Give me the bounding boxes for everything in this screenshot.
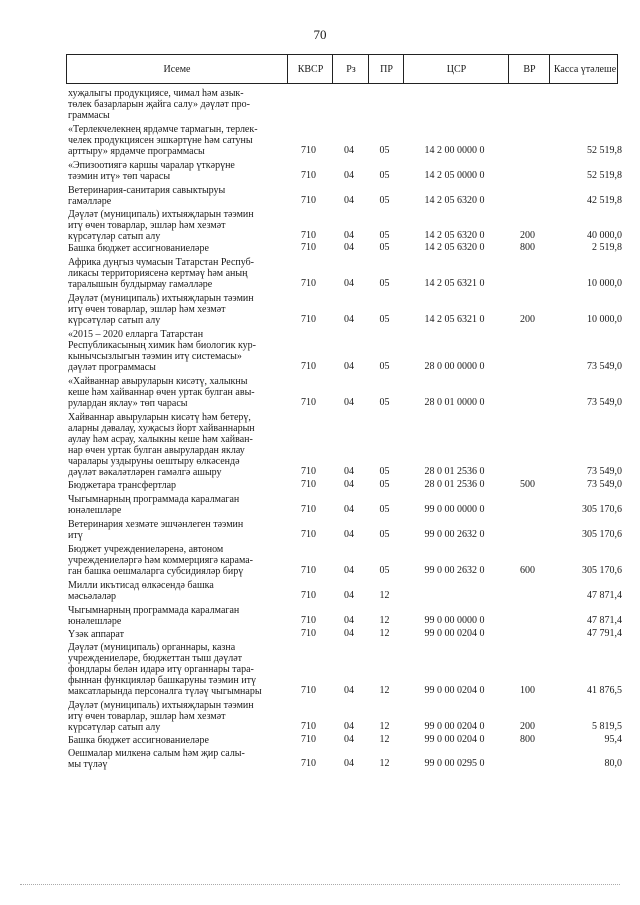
- cell-csr: 14 2 05 6321 0: [424, 278, 485, 289]
- cell-pr: 12: [379, 628, 390, 639]
- row-name-line: юнәлешләре: [68, 616, 122, 627]
- header-vr: ВР: [508, 55, 550, 83]
- row-name-line: дәүләт вәкаләтләрен гамәлгә ашыру: [68, 467, 222, 478]
- row-name-line: Ветеринария-санитария савыктыруы: [68, 185, 226, 196]
- row-name-line: итү: [68, 530, 83, 541]
- cell-kvsr: 710: [301, 721, 316, 732]
- cell-csr: 14 2 05 0000 0: [424, 170, 485, 181]
- row-name: [66, 605, 280, 627]
- table-row: [66, 376, 626, 409]
- row-name-line: күрсәтүләр сатып алу: [68, 315, 161, 326]
- cell-pr: 05: [379, 361, 390, 372]
- cell-pr: 12: [379, 590, 390, 601]
- cell-kvsr: 710: [301, 230, 316, 241]
- cell-csr: 99 0 00 2632 0: [424, 565, 485, 576]
- cell-pr: 12: [379, 758, 390, 769]
- row-name: [66, 519, 280, 541]
- table-row: [66, 544, 626, 577]
- table-row: [66, 494, 626, 516]
- cell-kvsr: 710: [301, 361, 316, 372]
- row-name-line: Башка бюджет ассигнованиеләре: [68, 735, 209, 746]
- cell-kvsr: 710: [301, 615, 316, 626]
- cell-sum: 40 000,0: [587, 230, 622, 241]
- table-row: [66, 642, 626, 697]
- cell-rz: 04: [344, 628, 354, 639]
- header-pr: ПР: [368, 55, 404, 83]
- row-name: [66, 160, 280, 182]
- cell-kvsr: 710: [301, 685, 316, 696]
- table-row: [66, 293, 626, 326]
- row-name: [66, 209, 280, 242]
- cell-sum: 95,4: [604, 734, 622, 745]
- row-name-line: таралышын булдырмау гамәлләре: [68, 279, 213, 290]
- row-name-line: арттыру» ярдәмче программасы: [68, 146, 205, 157]
- row-name-line: мәсьәләләр: [68, 591, 117, 602]
- row-name-line: Дәүләт (муниципаль) ихтыяҗларын тәэмин: [68, 209, 254, 220]
- cell-csr: 14 2 05 6320 0: [424, 230, 485, 241]
- cell-sum: 47 791,4: [587, 628, 622, 639]
- cell-pr: 05: [379, 504, 390, 515]
- row-name-line: хуҗалыгы продукциясе, чимал һәм азык-: [68, 88, 244, 99]
- row-name-line: Чыгымнарның программада каралмаган: [68, 605, 240, 616]
- row-name: [66, 544, 280, 577]
- cell-vr: 200: [520, 721, 535, 732]
- cell-rz: 04: [344, 145, 354, 156]
- cell-csr: 28 0 01 0000 0: [424, 397, 485, 408]
- cell-pr: 12: [379, 721, 390, 732]
- cell-rz: 04: [344, 685, 354, 696]
- cell-sum: 73 549,0: [587, 466, 622, 477]
- cell-sum: 41 876,5: [587, 685, 622, 696]
- row-name: [66, 376, 280, 409]
- cell-rz: 04: [344, 278, 354, 289]
- row-name-line: Оешмалар милкенә салым һәм җир салы-: [68, 748, 245, 759]
- row-name: [66, 329, 280, 373]
- cell-rz: 04: [344, 230, 354, 241]
- row-name-line: чаралары уздыруны оештыру өлкәсендә: [68, 456, 240, 467]
- cell-kvsr: 710: [301, 397, 316, 408]
- row-name-line: учреждениеләргә һәм коммерциягә карама-: [68, 555, 253, 566]
- row-name-line: Бюджет учреждениеләренә, автоном: [68, 544, 224, 555]
- row-name-line: Африка дуңгыз чумасын Татарстан Респуб-: [68, 257, 255, 268]
- cell-sum: 10 000,0: [587, 278, 622, 289]
- cell-csr: 14 2 05 6321 0: [424, 314, 485, 325]
- row-name: [66, 124, 280, 157]
- table-row: [66, 412, 626, 478]
- table-row: [66, 700, 626, 733]
- cell-sum: 52 519,8: [587, 145, 622, 156]
- cell-sum: 73 549,0: [587, 361, 622, 372]
- cell-csr: 99 0 00 0295 0: [424, 758, 485, 769]
- row-name-line: төлек базарларын җайга салу» дәүләт про-: [68, 99, 251, 110]
- row-name: [66, 735, 280, 746]
- cell-pr: 05: [379, 314, 390, 325]
- row-name: [66, 243, 280, 254]
- table-row: [66, 88, 626, 121]
- page-footer-divider: [20, 884, 620, 885]
- row-name-line: Дәүләт (муниципаль) ихтыяҗларын тәэмин: [68, 293, 254, 304]
- row-name-line: граммасы: [68, 110, 110, 121]
- cell-sum: 10 000,0: [587, 314, 622, 325]
- row-name-line: фыннан функцияләр башкаруны тәэмин итү: [68, 675, 256, 686]
- cell-vr: 200: [520, 230, 535, 241]
- row-name: [66, 580, 280, 602]
- table-row: [66, 519, 626, 541]
- cell-vr: 100: [520, 685, 535, 696]
- row-name-line: «Хайваннар авыруларын кисәтү, халыкны: [68, 376, 248, 387]
- cell-rz: 04: [344, 734, 354, 745]
- cell-pr: 05: [379, 145, 390, 156]
- row-name-line: фондлары белән идарә итү органнары тара-: [68, 664, 254, 675]
- row-name-line: Дәүләт (муниципаль) ихтыяҗларын тәэмин: [68, 700, 254, 711]
- cell-pr: 12: [379, 685, 390, 696]
- row-name-line: итү өчен товарлар, эшләр һәм хезмәт: [68, 304, 226, 315]
- cell-kvsr: 710: [301, 479, 316, 490]
- cell-sum: 305 170,6: [582, 529, 622, 540]
- table-row: [66, 480, 626, 491]
- row-name-line: күрсәтүләр сатып алу: [68, 231, 161, 242]
- table-header: [66, 54, 618, 84]
- cell-vr: 500: [520, 479, 535, 490]
- cell-rz: 04: [344, 758, 354, 769]
- cell-pr: 05: [379, 479, 390, 490]
- row-name: [66, 185, 280, 207]
- row-name: [66, 257, 280, 290]
- cell-rz: 04: [344, 590, 354, 601]
- cell-sum: 5 819,5: [592, 721, 622, 732]
- row-name: [66, 88, 280, 121]
- header-name: Исеме: [163, 63, 191, 75]
- cell-pr: 05: [379, 565, 390, 576]
- row-name-line: аларны дәвалау, хуҗасыз йорт хайваннарын: [68, 423, 255, 434]
- row-name: [66, 494, 280, 516]
- cell-csr: 99 0 00 0204 0: [424, 734, 485, 745]
- table-row: [66, 160, 626, 182]
- cell-kvsr: 710: [301, 242, 316, 253]
- cell-sum: 2 519,8: [592, 242, 622, 253]
- row-name: [66, 748, 280, 770]
- table-row: [66, 209, 626, 242]
- cell-sum: 52 519,8: [587, 170, 622, 181]
- cell-kvsr: 710: [301, 466, 316, 477]
- row-name-line: итү өчен товарлар, эшләр һәм хезмәт: [68, 711, 226, 722]
- row-name-line: «2015 – 2020 елларга Татарстан: [68, 329, 204, 340]
- cell-sum: 47 871,4: [587, 590, 622, 601]
- table-row: [66, 329, 626, 373]
- cell-csr: 99 0 00 0000 0: [424, 504, 485, 515]
- cell-rz: 04: [344, 466, 354, 477]
- table-row: [66, 580, 626, 602]
- row-name-line: гамәлләре: [68, 196, 112, 207]
- row-name-line: максатларында персоналга түләү чыгымнары: [68, 686, 262, 697]
- row-name: [66, 412, 280, 478]
- cell-kvsr: 710: [301, 590, 316, 601]
- row-name-line: Ветеринария хезмәте эшчәнлеген тәэмин: [68, 519, 244, 530]
- cell-sum: 73 549,0: [587, 479, 622, 490]
- cell-rz: 04: [344, 170, 354, 181]
- row-name-line: Милли икътисад өлкәсендә башка: [68, 580, 214, 591]
- cell-vr: 200: [520, 314, 535, 325]
- table-row: [66, 629, 626, 640]
- row-name-line: Республикасының химик һәм биологик кур-: [68, 340, 256, 351]
- cell-pr: 12: [379, 734, 390, 745]
- row-name-line: «Эпизоотиягә каршы чаралар үткәрүне: [68, 160, 235, 171]
- table-row: [66, 748, 626, 770]
- cell-csr: 99 0 00 0204 0: [424, 685, 485, 696]
- cell-kvsr: 710: [301, 565, 316, 576]
- cell-kvsr: 710: [301, 314, 316, 325]
- cell-csr: 99 0 00 0000 0: [424, 615, 485, 626]
- cell-csr: 14 2 00 0000 0: [424, 145, 485, 156]
- cell-rz: 04: [344, 314, 354, 325]
- cell-csr: 99 0 00 0204 0: [424, 628, 485, 639]
- header-csr: ЦСР: [403, 55, 509, 83]
- cell-csr: 99 0 00 2632 0: [424, 529, 485, 540]
- row-name-line: ликасы территориясенә кертмәү һәм аның: [68, 268, 248, 279]
- row-name: [66, 642, 280, 697]
- row-name: [66, 480, 280, 491]
- cell-kvsr: 710: [301, 734, 316, 745]
- cell-pr: 05: [379, 195, 390, 206]
- table-row: [66, 605, 626, 627]
- table-row: [66, 243, 626, 254]
- cell-rz: 04: [344, 529, 354, 540]
- cell-rz: 04: [344, 721, 354, 732]
- cell-pr: 05: [379, 170, 390, 181]
- cell-rz: 04: [344, 195, 354, 206]
- cell-kvsr: 710: [301, 628, 316, 639]
- cell-csr: 28 0 01 2536 0: [424, 466, 485, 477]
- row-name-line: учреждениеләре, бюджеттан тыш дәүләт: [68, 653, 243, 664]
- cell-csr: 28 0 01 2536 0: [424, 479, 485, 490]
- cell-sum: 305 170,6: [582, 565, 622, 576]
- cell-sum: 305 170,6: [582, 504, 622, 515]
- cell-kvsr: 710: [301, 529, 316, 540]
- cell-csr: 14 2 05 6320 0: [424, 195, 485, 206]
- cell-pr: 05: [379, 466, 390, 477]
- cell-kvsr: 710: [301, 145, 316, 156]
- row-name-line: Башка бюджет ассигнованиеләре: [68, 243, 209, 254]
- cell-vr: 800: [520, 242, 535, 253]
- cell-kvsr: 710: [301, 758, 316, 769]
- cell-kvsr: 710: [301, 278, 316, 289]
- row-name-line: «Терлекчелекнең ярдәмче тармагын, терлек-: [68, 124, 258, 135]
- cell-kvsr: 710: [301, 195, 316, 206]
- cell-csr: 28 0 00 0000 0: [424, 361, 485, 372]
- row-name-line: тәэмин итү» төп чарасы: [68, 171, 171, 182]
- row-name-line: кынычсызлыгын тәэмин итү системасы»: [68, 351, 242, 362]
- cell-csr: 99 0 00 0204 0: [424, 721, 485, 732]
- header-sum: Касса үтәлеше: [549, 55, 620, 83]
- cell-pr: 05: [379, 230, 390, 241]
- cell-sum: 42 519,8: [587, 195, 622, 206]
- header-rz: Рз: [332, 55, 369, 83]
- row-name-line: рулардан яклау» төп чарасы: [68, 398, 188, 409]
- row-name-line: челек продукциясен эшкәртүне һәм сатуны: [68, 135, 253, 146]
- cell-pr: 05: [379, 397, 390, 408]
- cell-sum: 73 549,0: [587, 397, 622, 408]
- cell-kvsr: 710: [301, 170, 316, 181]
- cell-rz: 04: [344, 361, 354, 372]
- cell-pr: 05: [379, 242, 390, 253]
- cell-rz: 04: [344, 565, 354, 576]
- header-kvsr: КВСР: [287, 55, 333, 83]
- cell-sum: 80,0: [604, 758, 622, 769]
- cell-rz: 04: [344, 504, 354, 515]
- table-body: [66, 86, 626, 770]
- table-row: [66, 257, 626, 290]
- cell-pr: 12: [379, 615, 390, 626]
- row-name-line: юнәлешләре: [68, 505, 122, 516]
- cell-rz: 04: [344, 479, 354, 490]
- row-name-line: күрсәтүләр сатып алу: [68, 722, 161, 733]
- row-name: [66, 629, 280, 640]
- row-name-line: Бюджетара трансфертлар: [68, 480, 177, 491]
- row-name-line: Үзәк аппарат: [68, 629, 124, 640]
- table-row: [66, 185, 626, 207]
- cell-sum: 47 871,4: [587, 615, 622, 626]
- row-name-line: ган башка оешмаларга субсидияләр бирү: [68, 566, 244, 577]
- row-name-line: дәүләт программасы: [68, 362, 156, 373]
- cell-vr: 600: [520, 565, 535, 576]
- cell-rz: 04: [344, 242, 354, 253]
- row-name-line: итү өчен товарлар, эшләр һәм хезмәт: [68, 220, 226, 231]
- row-name-line: нар өчен уртак булган авырулардан яклау: [68, 445, 245, 456]
- page-number: 70: [313, 27, 327, 42]
- table-row: [66, 735, 626, 746]
- cell-csr: 14 2 05 6320 0: [424, 242, 485, 253]
- cell-pr: 05: [379, 529, 390, 540]
- row-name: [66, 293, 280, 326]
- row-name-line: кеше һәм хайваннар өчен уртак булган авы-: [68, 387, 255, 398]
- row-name-line: Дәүләт (муниципаль) органнары, казна: [68, 642, 236, 653]
- row-name-line: Хайваннар авыруларын кисәтү һәм бетерү,: [68, 412, 251, 423]
- cell-vr: 800: [520, 734, 535, 745]
- cell-pr: 05: [379, 278, 390, 289]
- cell-rz: 04: [344, 615, 354, 626]
- row-name-line: Чыгымнарның программада каралмаган: [68, 494, 240, 505]
- row-name-line: мы түләү: [68, 759, 108, 770]
- table-row: [66, 124, 626, 157]
- cell-rz: 04: [344, 397, 354, 408]
- row-name: [66, 700, 280, 733]
- row-name-line: аулау һәм асрау, халыкны кеше һәм хайван-: [68, 434, 253, 445]
- cell-kvsr: 710: [301, 504, 316, 515]
